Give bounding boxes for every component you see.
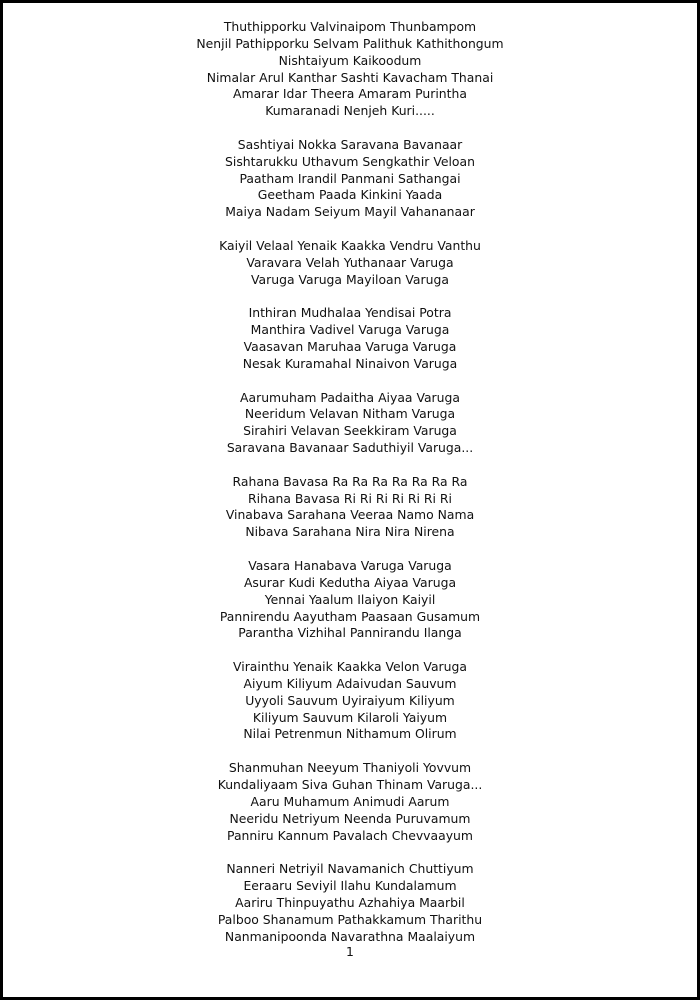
verse-line: Uyyoli Sauvum Uyiraiyum Kiliyum [245,692,455,708]
verse-line: Nibava Sarahana Nira Nira Nirena [245,524,455,540]
page-number: 1 [346,944,354,959]
verse-line: Sirahiri Velavan Seekkiram Varuga [243,423,457,439]
verse-line: Maiya Nadam Seiyum Mayil Vahananaar [225,204,475,220]
verse-line: Rahana Bavasa Ra Ra Ra Ra Ra Ra Ra [232,473,468,489]
stanza [3,659,697,743]
verse-line: Vinabava Sarahana Veeraa Namo Nama [225,507,475,523]
verse-line: Aaru Muhamum Animudi Aarum [250,793,450,809]
verse-line: Nesak Kuramahal Ninaivon Varuga [242,355,458,371]
verse-line: Aariru Thinpuyathu Azhahiya Maarbil [235,894,465,910]
verse-line: Kumaranadi Nenjeh Kuri..... [265,103,435,119]
verse-line: Nimalar Arul Kanthar Sashti Kavacham Thanai [206,69,494,85]
verse-line: Virainthu Yenaik Kaakka Velon Varuga [233,659,467,675]
verse-line: Aarumuham Padaitha Aiyaa Varuga [240,389,460,405]
verse-line: Varuga Varuga Mayiloan Varuga [251,271,449,287]
verse-line: Amarar Idar Theera Amaram Purintha [233,86,467,102]
verse-line: Nanmanipoonda Navarathna Maalaiyum [224,928,476,944]
stanza [3,19,697,120]
verse-line: Saravana Bavanaar Saduthiyil Varuga... [226,440,474,456]
verse-line: Sishtarukku Uthavum Sengkathir Veloan [225,153,475,169]
verse-line: Paatham Irandil Panmani Sathangai [239,170,461,186]
verse-line: Nishtaiyum Kaikoodum [278,52,422,68]
verse-line: Shanmuhan Neeyum Thaniyoli Yovvum [228,760,472,776]
verse-line: Vaasavan Maruhaa Varuga Varuga [243,339,457,355]
verse-line: Parantha Vizhihal Pannirandu Ilanga [238,625,462,641]
stanza [3,305,697,372]
verse-line: Eeraaru Seviyil Ilahu Kundalamum [243,878,457,894]
verse-line: Kundaliyaam Siva Guhan Thinam Varuga... [217,776,483,792]
verse-line: Manthira Vadivel Varuga Varuga [250,322,450,338]
stanza [3,760,697,844]
stanza [3,390,697,457]
verse-line: Neeridum Velavan Nitham Varuga [244,406,456,422]
verse-line: Panniru Kannum Pavalach Chevvaayum [227,827,473,843]
verse-line: Neeridu Netriyum Neenda Puruvamum [229,810,471,826]
verse-line: Aiyum Kiliyum Adaivudan Sauvum [243,675,457,691]
verse-line: Palboo Shanamum Pathakkamum Tharithu [217,911,483,927]
verse-line: Asurar Kudi Kedutha Aiyaa Varuga [243,574,457,590]
verse-line: Rihana Bavasa Ri Ri Ri Ri Ri Ri Ri [248,490,452,506]
verse-line: Sashtiyai Nokka Saravana Bavanaar [237,136,463,152]
verse-line: Nenjil Pathipporku Selvam Palithuk Kathithongum [196,35,504,51]
verse-line: Geetham Paada Kinkini Yaada [257,187,443,203]
verse-line: Vasara Hanabava Varuga Varuga [248,558,452,573]
verse-line: Yennai Yaalum Ilaiyon Kaiyil [264,591,436,607]
stanza [3,558,697,642]
verse-line: Nilai Petrenmun Nithamum Olirum [243,726,457,742]
verse-line: Thuthipporku Valvinaipom Thunbampom [223,19,477,34]
stanza [3,474,697,541]
lyrics-body [3,19,697,945]
verse-line: Kaiyil Velaal Yenaik Kaakka Vendru Vanthu [219,237,481,253]
verse-line: Kiliyum Sauvum Kilaroli Yaiyum [252,709,448,725]
stanza [3,137,697,221]
verse-line: Inthiran Mudhalaa Yendisai Potra [248,305,452,321]
stanza [3,861,697,945]
verse-line: Varavara Velah Yuthanaar Varuga [246,254,454,270]
verse-line: Pannirendu Aayutham Paasaan Gusamum [219,608,481,624]
verse-line: Nanneri Netriyil Navamanich Chuttiyum [226,861,474,877]
stanza [3,238,697,289]
